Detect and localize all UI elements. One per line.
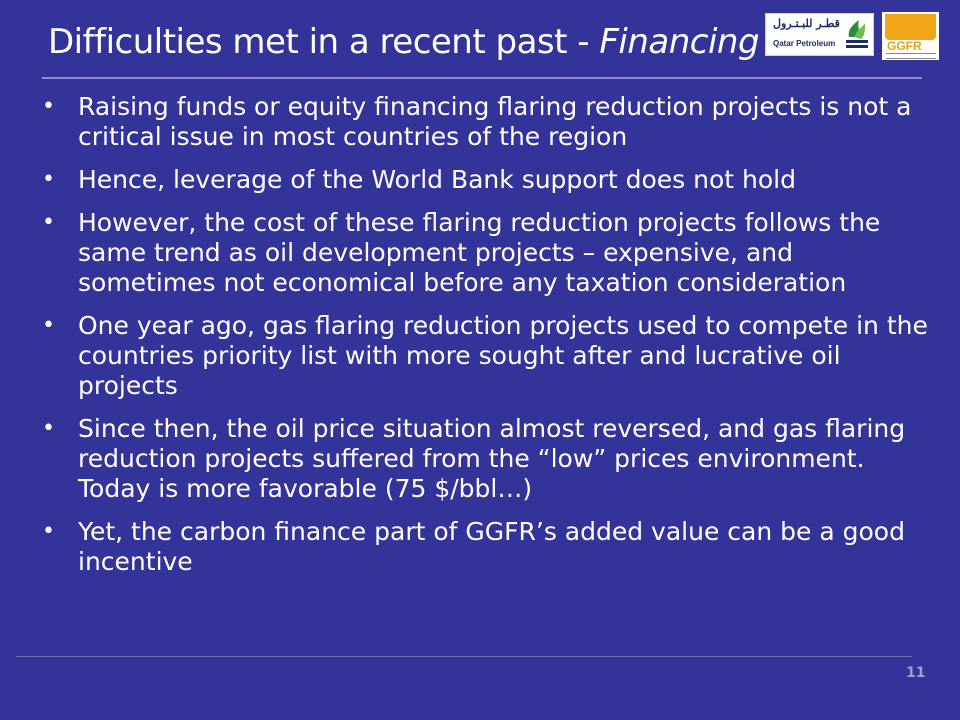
bullet-icon: •: [42, 519, 55, 544]
slide-title: [48, 22, 759, 62]
bullet-item: [40, 92, 930, 152]
bullet-item: [40, 414, 930, 504]
ggfr-tagline-lines: [886, 53, 936, 59]
bullet-item: [40, 165, 930, 195]
bullet-item: [40, 208, 930, 298]
bullet-text: Yet, the carbon finance part of GGFR’s added value can be a good incentive: [78, 517, 905, 576]
title-text: Difficulties met in a recent past -: [48, 22, 600, 62]
bullet-icon: •: [42, 167, 55, 192]
bullet-item: [40, 311, 930, 401]
qatar-petroleum-english: Qatar Petroleum: [773, 39, 836, 48]
qatar-petroleum-emblem-icon: [845, 19, 869, 49]
bullet-item: [40, 517, 930, 577]
title-divider: [42, 77, 922, 79]
bullet-text: Since then, the oil price situation almost reversed, and gas flaring reduction projects suffered from the “low” prices environment. Today is more favorable (75 $/bbl…): [78, 414, 906, 503]
bullet-text: One year ago, gas flaring reduction projects used to compete in the countries priority list with more sought after and lucrative oil projects: [78, 311, 928, 400]
bullet-icon: •: [42, 416, 55, 441]
bullet-list: [40, 92, 930, 590]
bullet-icon: •: [42, 313, 55, 338]
ggfr-flame-icon: [885, 14, 936, 40]
ggfr-logo: [882, 12, 939, 60]
bullet-text: Raising funds or equity financing flaring reduction projects is not a critical issue in most countries of the region: [78, 92, 912, 151]
bullet-text: Hence, leverage of the World Bank support does not hold: [78, 165, 796, 194]
ggfr-wordmark: GGFR: [887, 39, 922, 53]
qatar-petroleum-arabic: قطـر للبـتـرول: [773, 17, 840, 30]
title-emphasis: Financing: [599, 22, 760, 62]
qatar-petroleum-logo: [765, 13, 874, 56]
bullet-text: However, the cost of these flaring reduction projects follows the same trend as oil development projects – expensive, and sometimes not economical before any taxation consideration: [78, 208, 881, 297]
footer-divider: [16, 656, 912, 657]
page-number: 11: [906, 665, 926, 681]
bullet-icon: •: [42, 94, 55, 119]
bullet-icon: •: [42, 210, 55, 235]
